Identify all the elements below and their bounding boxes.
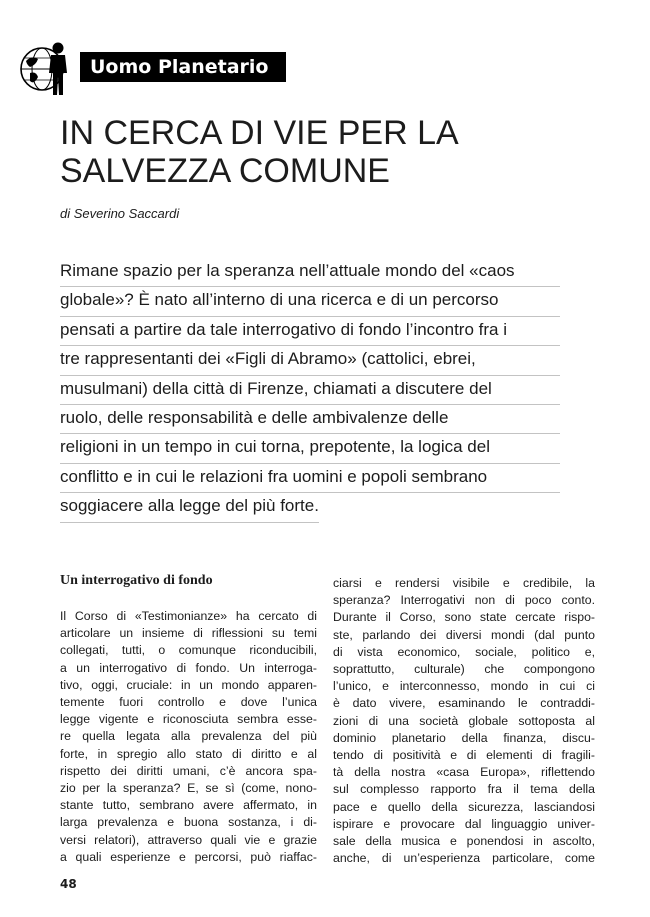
body-line: stante tutto, sembrano avere affermato, in [60,798,317,813]
subheading: Un interrogativo di fondo [60,573,213,588]
body-line: anche, di un’esperienza particolare, come [333,851,595,866]
body-line: soprattutto, culturale) che compongono [333,662,595,677]
body-line: di vista economico, sociale, politico e, [333,644,595,659]
left-column [60,572,317,866]
body-line: ste, parlando dei diversi mondi (dal punto [333,627,595,642]
body-line: ispirare e provocare dal linguaggio univer- [333,816,595,831]
page-number: 48 [60,877,77,891]
lead-line: ruolo, delle responsabilità e delle ambivalenze delle [60,405,560,434]
lead-paragraph [60,258,560,523]
body-line: speranza? Interrogativi non di poco conto. [333,593,595,608]
body-line: versi relatori), attraverso quali vie e grazie [60,832,317,847]
body-line: collegati, tutti, o comunque riconducibili, [60,643,317,658]
body-line: sul complesso rapporto fra il tema della [333,782,595,797]
lead-line: Rimane spazio per la speranza nell’attuale mondo del «caos [60,258,560,287]
byline: di Severino Saccardi [60,206,180,221]
body-line: legge vigente e riconosciuta sembra esse- [60,712,317,727]
article-title [60,114,580,190]
body-line: larga prevalenza e buona sostanza, i di- [60,815,317,830]
body-line: tendo di positività e di elementi di fragili- [333,748,595,763]
globe-figure-icon [18,37,78,101]
lead-line: conflitto e in cui le relazioni fra uomini e popoli sembrano [60,464,560,493]
body-line: a quali esperienze e percorsi, può riaffac- [60,849,317,864]
body-line: articolare un insieme di riflessioni su temi [60,626,317,641]
title-line: IN CERCA DI VIE PER LA [60,114,459,152]
lead-line: globale»? È nato all’interno di una ricerca e di un percorso [60,287,560,316]
section-tag: Uomo Planetario [80,52,286,82]
body-line: Durante il Corso, sono state cercate rispo- [333,610,595,625]
body-line: dominio planetario della finanza, discu- [333,730,595,745]
lead-line: musulmani) della città di Firenze, chiamati a discutere del [60,376,560,405]
body-line: rispetto dei diritti umani, c’è ancora spa- [60,763,317,778]
body-line: re quella legata alla prevalenza del più [60,729,317,744]
body-line: è dato vivere, esaminando le contraddi- [333,696,595,711]
lead-line: soggiacere alla legge del più forte. [60,493,319,522]
body-line: tivo, oggi, cruciale: in un mondo apparen- [60,677,317,692]
body-line: Il Corso di «Testimonianze» ha cercato di [60,609,317,623]
lead-line: tre rappresentanti dei «Figli di Abramo» (cattolici, ebrei, [60,346,560,375]
body-line: pace e quello della sicurezza, lasciandosi [333,799,595,814]
body-line: sale della musica e ponendosi in ascolto, [333,834,595,849]
body-line: ciarsi e rendersi visibile e credibile, la [333,576,595,590]
body-line: zio per la speranza? E, se sì (come, nono- [60,781,317,796]
lead-line: pensati a partire da tale interrogativo di fondo l’incontro fra i [60,317,560,346]
body-line: zioni di una società globale sottoposta al [333,713,595,728]
body-line: l’unico, e interconnesso, mondo in cui ci [333,679,595,694]
lead-line: religioni in un tempo in cui torna, prepotente, la logica del [60,434,560,463]
title-line: SALVEZZA COMUNE [60,152,390,190]
body-line: forte, in spregio allo stato di diritto e al [60,746,317,761]
body-line: tà della nostra «casa Europa», riflettendo [333,765,595,780]
body-line: a un interrogativo di fondo. Un interroga- [60,660,317,675]
body-line: temente fuori controllo e dove l’unica [60,695,317,710]
right-column [333,575,595,867]
